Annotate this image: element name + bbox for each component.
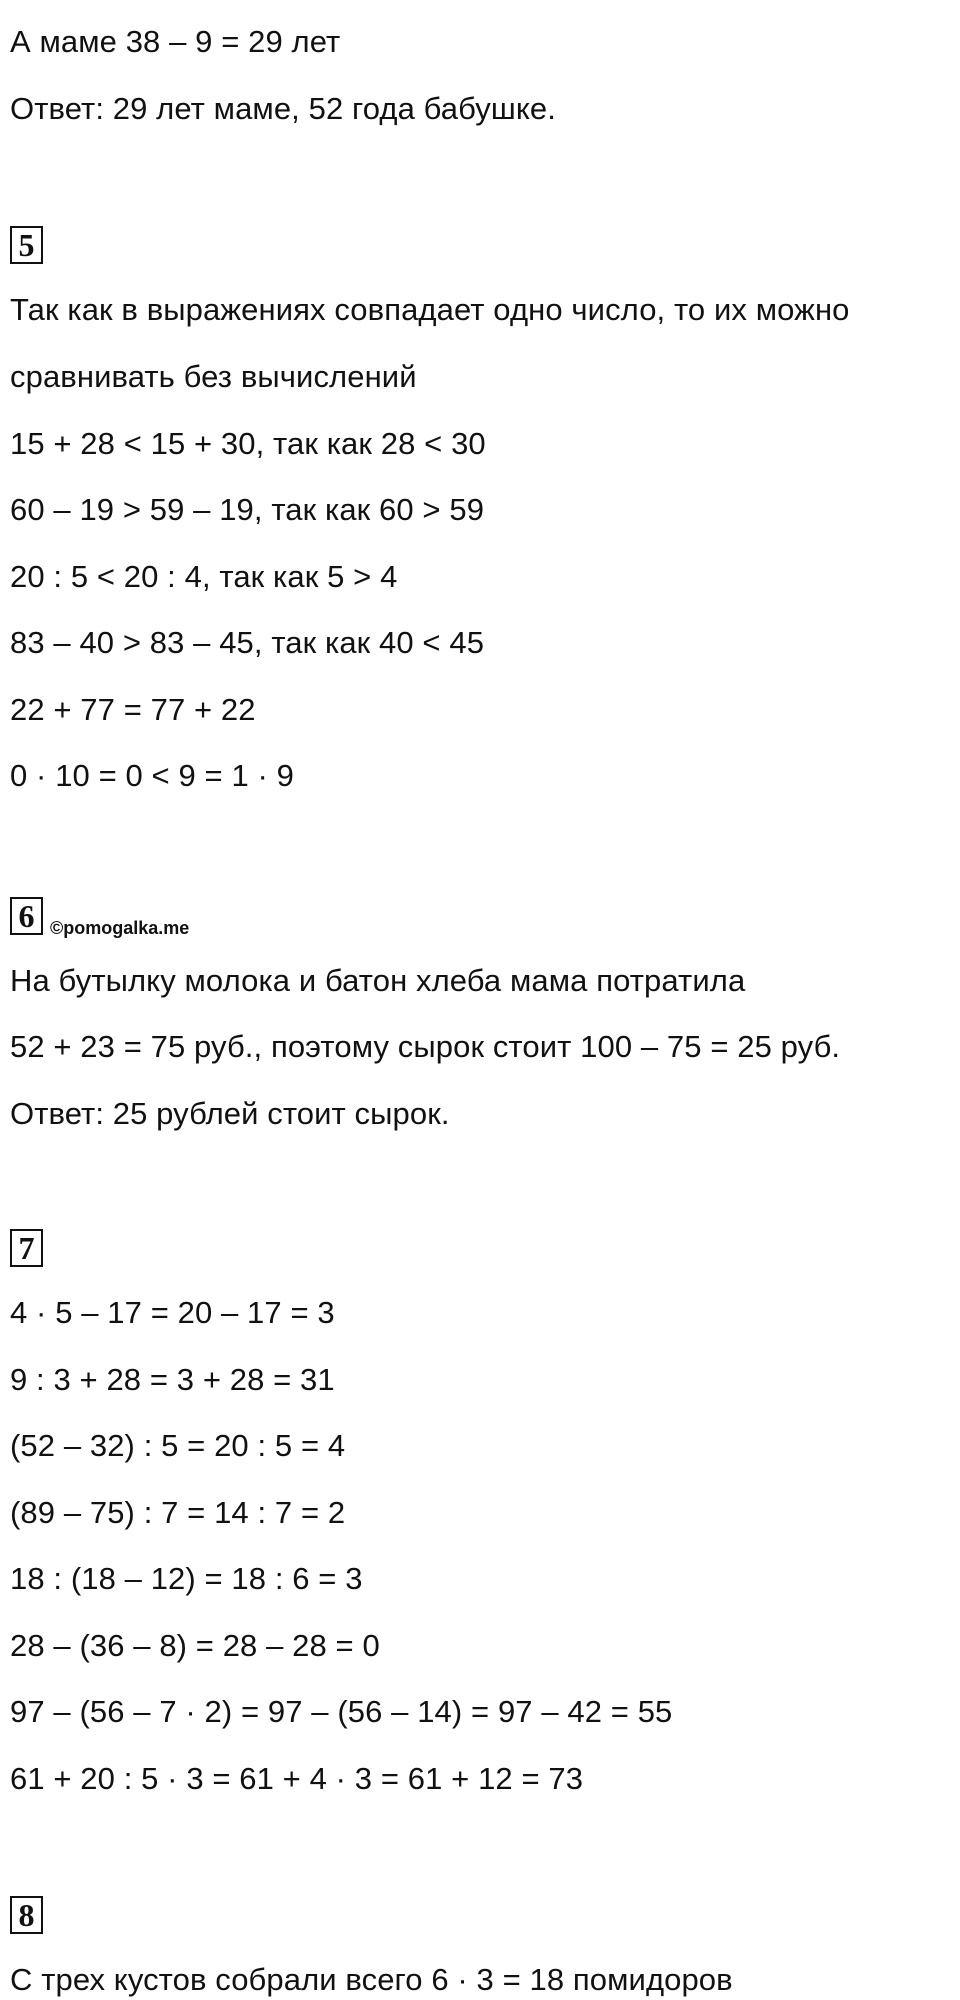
solution-line: (52 – 32) : 5 = 20 : 5 = 4 xyxy=(10,1428,346,1463)
solution-line: 9 : 3 + 28 = 3 + 28 = 31 xyxy=(10,1362,335,1397)
solution-line: 20 : 5 < 20 : 4, так как 5 > 4 xyxy=(10,559,398,594)
task-number-8: 8 xyxy=(10,1896,43,1934)
task-number-6: 6 xyxy=(10,897,43,935)
solution-line: 83 – 40 > 83 – 45, так как 40 < 45 xyxy=(10,625,485,660)
solution-line: (89 – 75) : 7 = 14 : 7 = 2 xyxy=(10,1495,346,1530)
solution-line: 52 + 23 = 75 руб., поэтому сырок стоит 100 – 75 = 25 руб. xyxy=(10,1029,841,1064)
solution-line: 0 · 10 = 0 < 9 = 1 · 9 xyxy=(10,758,294,793)
answer-line: А маме 38 – 9 = 29 лет xyxy=(10,24,341,59)
task-number-7: 7 xyxy=(10,1229,43,1267)
solution-line: 15 + 28 < 15 + 30, так как 28 < 30 xyxy=(10,426,486,461)
solution-line: На бутылку молока и батон хлеба мама потратила xyxy=(10,963,746,998)
solution-line: 18 : (18 – 12) = 18 : 6 = 3 xyxy=(10,1561,363,1596)
solution-line: 4 · 5 – 17 = 20 – 17 = 3 xyxy=(10,1295,335,1330)
solution-line: С трех кустов собрали всего 6 · 3 = 18 помидоров xyxy=(10,1962,733,1997)
answer-line: Ответ: 29 лет маме, 52 года бабушке. xyxy=(10,91,556,126)
solution-line: 97 – (56 – 7 · 2) = 97 – (56 – 14) = 97 – 42 = 55 xyxy=(10,1694,673,1729)
solution-line: 61 + 20 : 5 · 3 = 61 + 4 · 3 = 61 + 12 = 73 xyxy=(10,1761,584,1796)
task-number-5: 5 xyxy=(10,226,43,264)
solution-line: 28 – (36 – 8) = 28 – 28 = 0 xyxy=(10,1628,380,1663)
solution-line: 22 + 77 = 77 + 22 xyxy=(10,692,256,727)
solution-line: Так как в выражениях совпадает одно число, то их можно xyxy=(10,292,850,327)
solution-line: Ответ: 25 рублей стоит сырок. xyxy=(10,1096,450,1131)
solution-line: 60 – 19 > 59 – 19, так как 60 > 59 xyxy=(10,492,485,527)
solution-line: сравнивать без вычислений xyxy=(10,359,417,394)
watermark-text: ©pomogalka.me xyxy=(50,918,190,938)
